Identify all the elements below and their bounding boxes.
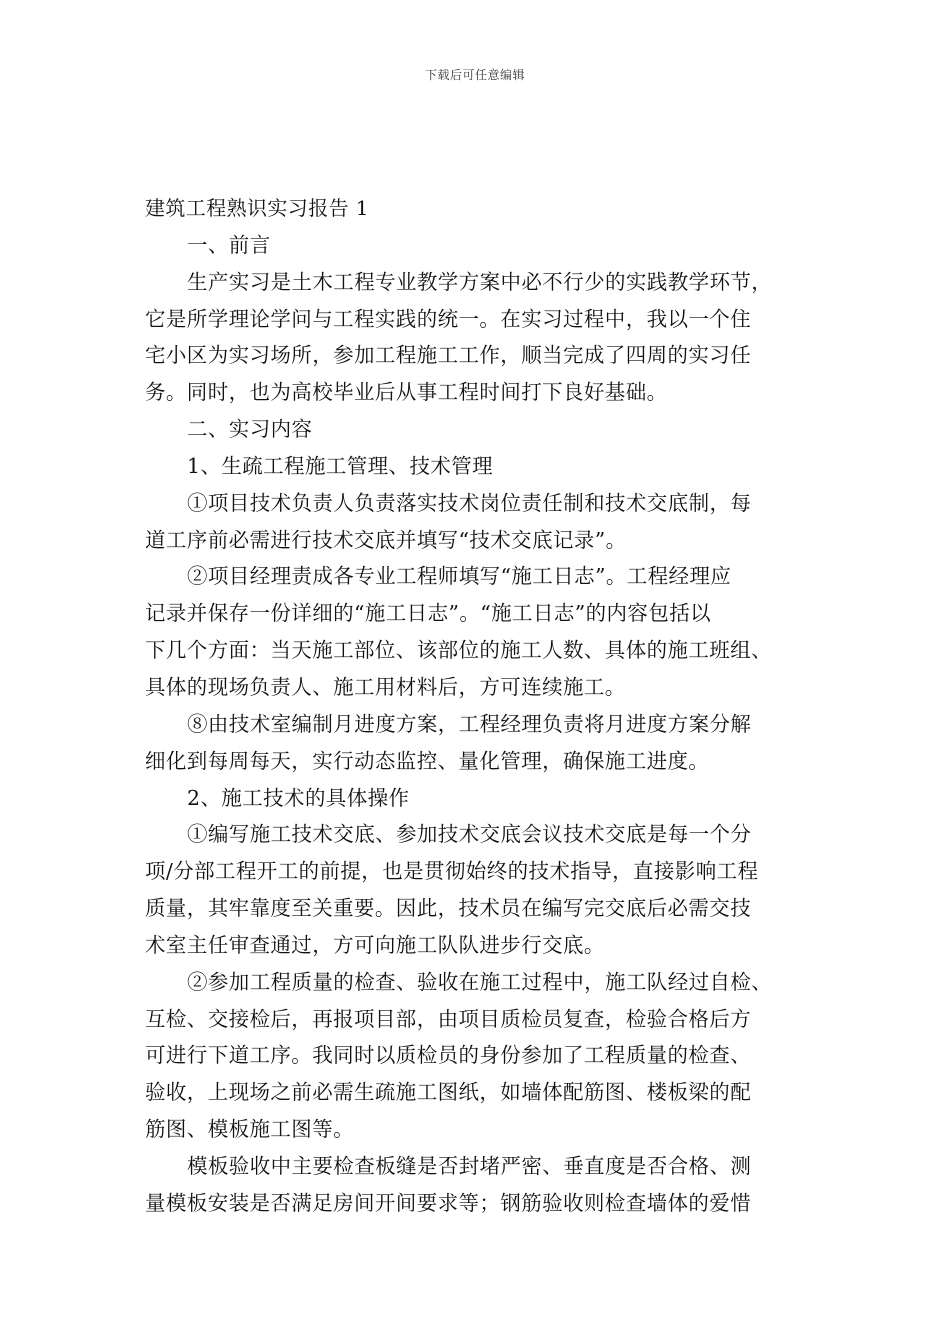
paragraph-line: 模板验收中主要检查板缝是否封堵严密、垂直度是否合格、测 [187,1153,752,1178]
paragraph-line: ①编写施工技术交底、参加技术交底会议技术交底是每一个分 [187,822,752,847]
paragraph-line: 术室主任审查通过，方可向施工队队进步行交底。 [145,932,605,957]
paragraph-line: 筋图、模板施工图等。 [145,1117,354,1142]
paragraph-line: 具体的现场负责人、施工用材料后，方可连续施工。 [145,674,626,699]
paragraph-line: 一、前言 [187,232,271,257]
paragraph-line: 可进行下道工序。我同时以质检员的身份参加了工程质量的检查、 [145,1043,752,1068]
paragraph-line: ②项目经理责成各专业工程师填写“施工日志”。工程经理应 [187,564,732,589]
paragraph-line: ②参加工程质量的检查、验收在施工过程中，施工队经过自检、 [187,969,773,994]
paragraph-line: 务。同时，也为高校毕业后从事工程时间打下良好基础。 [145,380,668,405]
paragraph-line: 1、生疏工程施工管理、技术管理 [187,453,494,478]
paragraph-line: 下几个方面：当天施工部位、该部位的施工人数、具体的施工班组、 [145,638,772,663]
paragraph-line: 二、实习内容 [187,417,313,442]
paragraph-line: 道工序前必需进行技术交底并填写“技术交底记录”。 [145,527,627,552]
paragraph-line: 项/分部工程开工的前提，也是贯彻始终的技术指导，直接影响工程 [145,859,759,884]
paragraph-line: 它是所学理论学问与工程实践的统一。在实习过程中，我以一个住 [145,306,752,331]
paragraph-line: ⑧由技术室编制月进度方案，工程经理负责将月进度方案分解 [187,711,752,736]
document-title: 建筑工程熟识实习报告 1 [145,196,369,220]
document-body [145,190,815,1222]
paragraph-line: 验收，上现场之前必需生疏施工图纸，如墙体配筋图、楼板梁的配 [145,1080,752,1105]
paragraph-line: 细化到每周每天，实行动态监控、量化管理，确保施工进度。 [145,748,710,773]
paragraph-line: 记录并保存一份详细的“施工日志”。“施工日志”的内容包括以 [145,601,712,626]
paragraph-line: 质量，其牢靠度至关重要。因此，技术员在编写完交底后必需交技 [145,896,752,921]
paragraph-line: ①项目技术负责人负责落实技术岗位责任制和技术交底制，每 [187,490,752,515]
paragraph-line: 宅小区为实习场所，参加工程施工工作，顺当完成了四周的实习任 [145,343,752,368]
paragraph-line: 2、施工技术的具体操作 [187,785,410,810]
header-note: 下载后可任意编辑 [424,68,525,82]
paragraph-line: 量模板安装是否满足房间开间要求等；钢筋验收则检查墙体的爱惜 [145,1190,752,1215]
paragraph-line: 生产实习是土木工程专业教学方案中必不行少的实践教学环节， [187,269,773,294]
paragraph-line: 互检、交接检后，再报项目部，由项目质检员复查，检验合格后方 [145,1006,752,1031]
